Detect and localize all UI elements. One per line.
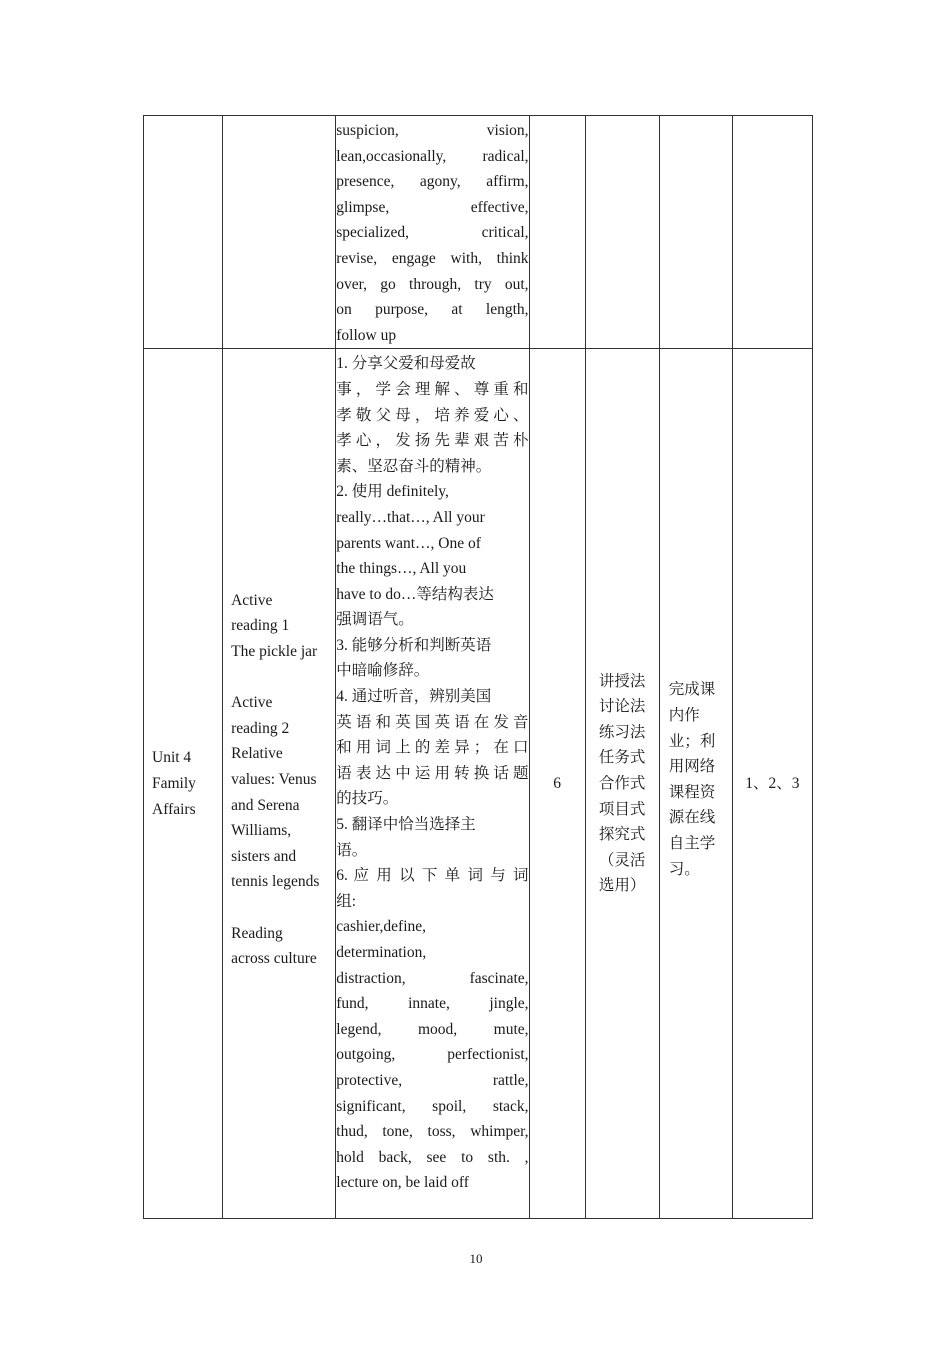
unit-line: Affairs xyxy=(152,800,196,818)
method-line: 合作式 xyxy=(598,775,646,793)
topic-line: sisters and xyxy=(231,847,297,865)
method-line: 任务式 xyxy=(598,749,646,767)
objective-line: 英语和英国英语在发音 xyxy=(336,713,529,731)
objective-line: 3. 能够分析和判断英语 xyxy=(336,636,492,654)
methods-cell xyxy=(585,349,659,1219)
vocabulary-list xyxy=(336,116,528,348)
topic-line: tennis legends xyxy=(231,873,320,891)
unit-line: Family xyxy=(152,775,196,793)
topic-spacer xyxy=(231,665,335,691)
topic-line: Relative xyxy=(231,745,283,763)
objective-line: outgoing, perfectionist, xyxy=(336,1046,529,1064)
table-row xyxy=(144,116,813,349)
unit-title xyxy=(152,745,222,822)
unit-cell-empty xyxy=(144,116,223,349)
hours-cell-empty xyxy=(529,116,585,349)
homework-line: 内作 xyxy=(668,707,700,725)
topic-line: across culture xyxy=(231,950,317,968)
table-row xyxy=(144,349,813,1219)
topic-line: Williams, xyxy=(231,822,292,840)
topic-line: reading 2 xyxy=(231,719,290,737)
topic-line: reading 1 xyxy=(231,617,290,635)
objective-line: 强调语气。 xyxy=(336,611,414,629)
homework-line: 课程资 xyxy=(668,783,716,801)
targets-cell xyxy=(732,349,812,1219)
homework-cell-empty xyxy=(659,116,732,349)
topics-list xyxy=(231,588,335,972)
homework-cell xyxy=(659,349,732,1219)
topic-line: Active xyxy=(231,694,273,712)
objective-line: fund, innate, jingle, xyxy=(336,995,529,1013)
objective-line: 孝敬父母，培养爱心、 xyxy=(336,406,529,424)
objective-line: 事，学会理解、尊重和 xyxy=(336,380,529,398)
objective-line: 2. 使用 definitely, xyxy=(336,483,449,501)
topic-spacer xyxy=(231,895,335,921)
method-line: 讲授法 xyxy=(598,672,646,690)
objective-line: lecture on, be laid off xyxy=(336,1174,469,1192)
methods-list xyxy=(586,669,659,899)
topic-line: Active xyxy=(231,591,273,609)
objective-line: 语表达中运用转换话题 xyxy=(336,764,529,782)
objective-line: really…that…, All your xyxy=(336,508,485,526)
homework-line: 自主学 xyxy=(668,835,716,853)
vocabulary-line: glimpse, effective, xyxy=(336,198,529,216)
vocabulary-line: follow up xyxy=(336,326,397,344)
topic-line: values: Venus xyxy=(231,771,317,789)
objective-line: hold back, see to sth. , xyxy=(336,1148,529,1166)
objective-line: 素、坚忍奋斗的精神。 xyxy=(336,457,492,475)
course-table xyxy=(143,115,813,1219)
objective-line: legend, mood, mute, xyxy=(336,1020,529,1038)
homework-line: 习。 xyxy=(668,860,700,878)
homework-line: 用网络 xyxy=(668,758,716,776)
method-line: （灵活 xyxy=(598,851,646,869)
objective-line: 孝心，发扬先辈艰苦朴 xyxy=(336,432,529,450)
vocabulary-line: over, go through, try out, xyxy=(336,275,529,293)
objective-line: distraction, fascinate, xyxy=(336,969,529,987)
objective-line: 中暗喻修辞。 xyxy=(336,662,430,680)
objective-line: parents want…, One of xyxy=(336,534,481,552)
homework-line: 源在线 xyxy=(668,809,716,827)
objective-line: protective, rattle, xyxy=(336,1071,529,1089)
vocabulary-line: presence, agony, affirm, xyxy=(336,173,529,191)
objectives-cell xyxy=(336,349,529,1219)
objective-line: 6. 应 用 以 下 单 词 与 词 xyxy=(336,867,529,885)
objective-line: have to do…等结构表达 xyxy=(336,585,494,603)
homework-line: 完成课 xyxy=(668,681,716,699)
method-line: 选用） xyxy=(598,877,646,895)
homework-list xyxy=(669,677,732,882)
vocabulary-line: suspicion, vision, xyxy=(336,122,529,139)
unit-line: Unit 4 xyxy=(152,749,192,767)
method-line: 练习法 xyxy=(598,723,646,741)
objective-line: 的技巧。 xyxy=(336,790,399,808)
vocabulary-line: specialized, critical, xyxy=(336,224,529,242)
page-number: 10 xyxy=(469,1251,483,1266)
hours-value: 6 xyxy=(553,775,561,793)
targets-value: 1、2、3 xyxy=(745,775,800,793)
topic-line: Reading xyxy=(231,924,283,942)
method-line: 探究式 xyxy=(598,826,646,844)
topics-cell xyxy=(223,349,336,1219)
objective-line: the things…, All you xyxy=(336,560,467,578)
objective-line: cashier,define, xyxy=(336,918,427,936)
vocabulary-line: lean,occasionally, radical, xyxy=(336,147,529,165)
vocabulary-line: revise, engage with, think xyxy=(336,249,529,267)
objective-line: 4. 通过听音，辨别美国 xyxy=(336,688,492,706)
targets-cell-empty xyxy=(732,116,812,349)
homework-line: 业；利 xyxy=(668,732,716,750)
objective-line: 5. 翻译中恰当选择主 xyxy=(336,816,476,834)
objective-line: determination, xyxy=(336,944,427,961)
method-line: 项目式 xyxy=(598,800,646,818)
vocabulary-cell xyxy=(336,116,529,349)
topic-line: The pickle jar xyxy=(231,643,318,661)
topic-line: and Serena xyxy=(231,796,300,814)
methods-cell-empty xyxy=(585,116,659,349)
objective-line: significant, spoil, stack, xyxy=(336,1097,529,1115)
objectives-list xyxy=(336,349,528,1196)
hours-cell xyxy=(529,349,585,1219)
objective-line: thud, tone, toss, whimper, xyxy=(336,1123,529,1141)
unit-cell xyxy=(144,349,223,1219)
topic-cell-empty xyxy=(223,116,336,349)
objective-line: 1. 分享父爱和母爱故 xyxy=(336,355,476,373)
objective-line: 组: xyxy=(336,892,357,910)
objective-line: 语。 xyxy=(336,841,368,859)
method-line: 讨论法 xyxy=(598,698,646,716)
vocabulary-line: on purpose, at length, xyxy=(336,301,529,319)
objective-line: 和用词上的差异；在口 xyxy=(336,739,529,757)
